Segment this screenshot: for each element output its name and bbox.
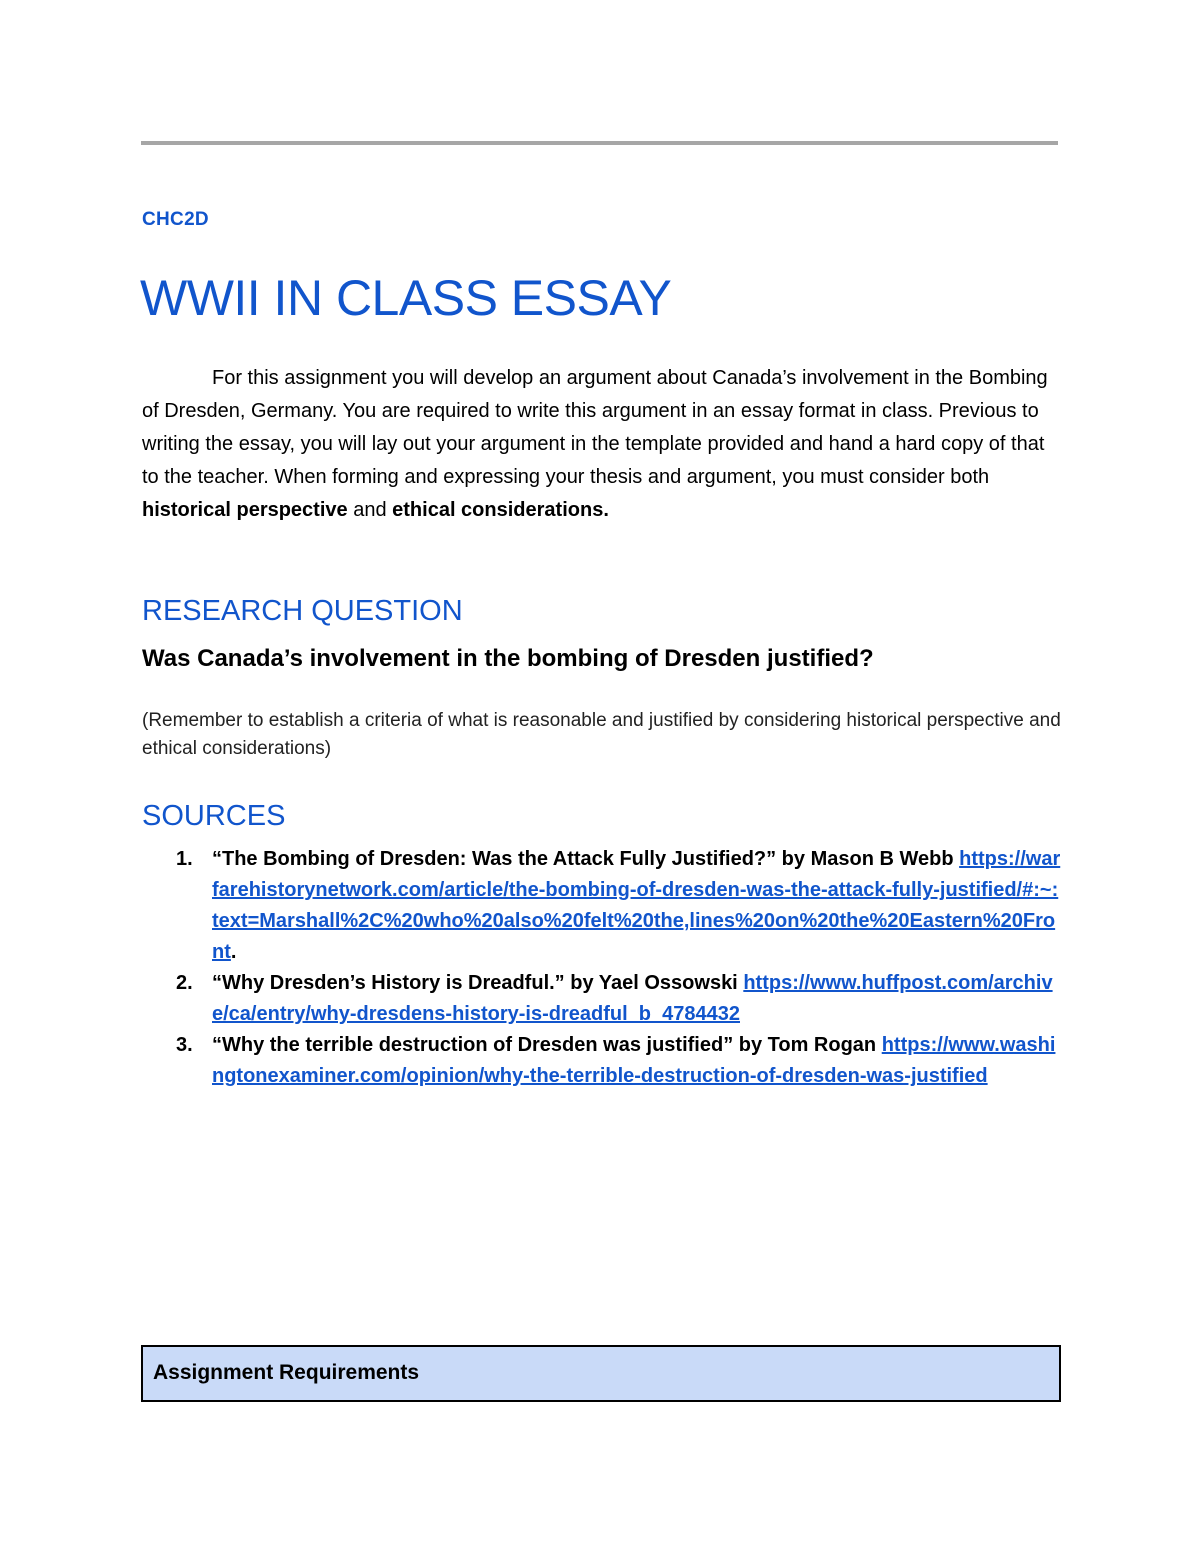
assignment-requirements-label: Assignment Requirements	[153, 1361, 420, 1384]
intro-text: For this assignment you will develop an argument about Canada’s involvement in the Bombing of Dresden, Germany. You are required to write this argument in an essay format in class. Previous to writing the essay, you will lay out your argument in the template provided and hand a hard copy of that to the teacher. When forming and expressing your thesis and argument, you must consider both	[142, 367, 1048, 488]
source-item	[142, 1030, 1062, 1092]
intro-and: and	[347, 499, 393, 521]
research-question: Was Canada’s involvement in the bombing of Dresden justified?	[142, 645, 874, 672]
sources-list	[142, 844, 1062, 1092]
source-item	[142, 968, 1062, 1030]
top-divider	[141, 141, 1058, 145]
sources-heading: SOURCES	[142, 800, 286, 832]
source-number: 1.	[176, 848, 193, 870]
research-question-heading: RESEARCH QUESTION	[142, 595, 463, 627]
source-link[interactable]: https://warfarehistorynetwork.com/article/the-bombing-of-dresden-was-the-attack-fully-justified/#:~:text=Marshall%2C%20who%20also%20felt%20the,lines%20on%20the%20Eastern%20Front	[212, 848, 1061, 963]
source-citation: “Why Dresden’s History is Dreadful.” by Yael Ossowski	[212, 972, 744, 994]
source-link[interactable]: https://www.washingtonexaminer.com/opinion/why-the-terrible-destruction-of-dresden-was-justified	[212, 1034, 1056, 1087]
source-number: 2.	[176, 972, 193, 994]
source-citation: “Why the terrible destruction of Dresden was justified” by Tom Rogan	[212, 1034, 882, 1056]
course-code: CHC2D	[142, 209, 209, 230]
source-link[interactable]: https://www.huffpost.com/archive/ca/entry/why-dresdens-history-is-dreadful_b_4784432	[212, 972, 1053, 1025]
source-item	[142, 844, 1062, 968]
intro-paragraph	[142, 362, 1062, 527]
intro-bold-ethical: ethical considerations.	[392, 499, 609, 521]
assignment-requirements-box	[141, 1345, 1061, 1402]
research-reminder: (Remember to establish a criteria of what is reasonable and justified by considering historical perspective and ethical considerations)	[142, 710, 1061, 759]
document-title: WWII IN CLASS ESSAY	[140, 270, 672, 326]
intro-bold-historical: historical perspective	[142, 499, 348, 521]
source-suffix: .	[230, 941, 237, 963]
source-citation: “The Bombing of Dresden: Was the Attack Fully Justified?” by Mason B Webb	[212, 848, 960, 870]
source-number: 3.	[176, 1034, 193, 1056]
